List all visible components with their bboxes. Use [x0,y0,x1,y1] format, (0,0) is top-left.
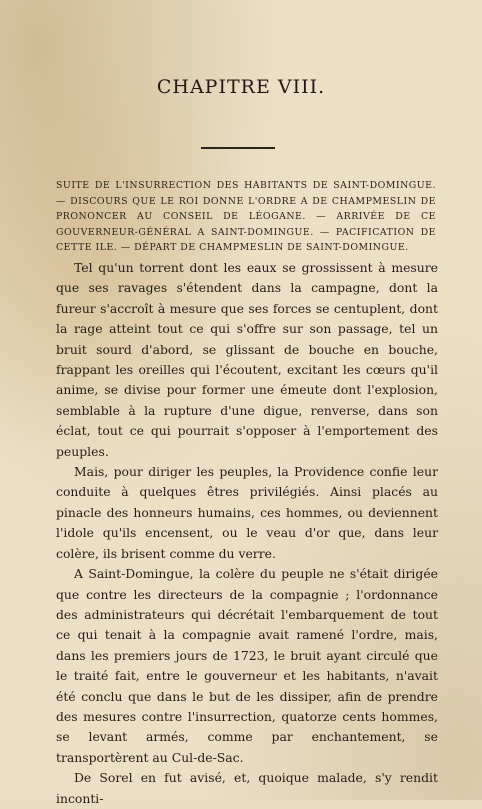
paragraph: A Saint-Domingue, la colère du peuple ne s'était dirigée que contre les directeurs de la compagnie ; l'ordonnance des administrateurs qui décrétait l'embarquement de tout ce qui tenait à la compagnie avait ramené l'ordre, mais, dans les premiers jours de 1723, le bruit ayant circulé que le traité fait, entre le gouverneur et les habitants, n'avait été conclu que dans le but de les dissiper, afin de prendre des mesures contre l'insurrection, quatorze cents hommes, se levant armés, comme par enchantement, se transportèrent au Cul-de-Sac. [56,566,438,765]
body-text [56,258,438,809]
paragraph: Mais, pour diriger les peuples, la Providence confie leur conduite à quelques êtres privilégiés. Ainsi placés au pinacle des honneurs humains, ces hommes, ou deviennent l'idole qu'ils encensent, ou le veau d'or que, dans leur colère, ils brisent comme du verre. [56,464,438,561]
title-rule [201,147,275,149]
chapter-title: CHAPITRE VIII. [156,76,326,98]
paragraph: Tel qu'un torrent dont les eaux se grossissent à mesure que ses ravages s'étendent dans la campagne, dont la fureur s'accroît à mesure que ses forces se centuplent, dont la rage atteint tout ce qui s'offre sur son passage, tel un bruit sourd d'abord, se glissant de bouche en bouche, frappant les oreilles qui l'écoutent, excitant les cœurs qu'il anime, se divise pour former une émeute dont l'explosion, semblable à la rupture d'une digue, renverse, dans son éclat, tout ce qui pourrait s'opposer à l'emportement des peuples. [56,260,438,459]
show-through-text [280,52,460,148]
chapter-summary: SUITE DE L'INSURRECTION DES HABITANTS DE SAINT-DOMINGUE. — DISCOURS QUE LE ROI DONNE L'ORDRE A DE CHAMPMESLIN DE PRONONCER AU CONSEIL DE LÉOGANE. — ARRIVÉE DE CE GOUVERNEUR-GÉNÉRAL A SAINT-DOMINGUE. — PACIFICATION DE CETTE ILE. — DÉPART DE CHAMPMESLIN DE SAINT-DOMINGUE. [56,180,436,253]
paragraph: De Sorel en fut avisé, et, quoique malade, s'y rendit inconti- [56,770,438,806]
